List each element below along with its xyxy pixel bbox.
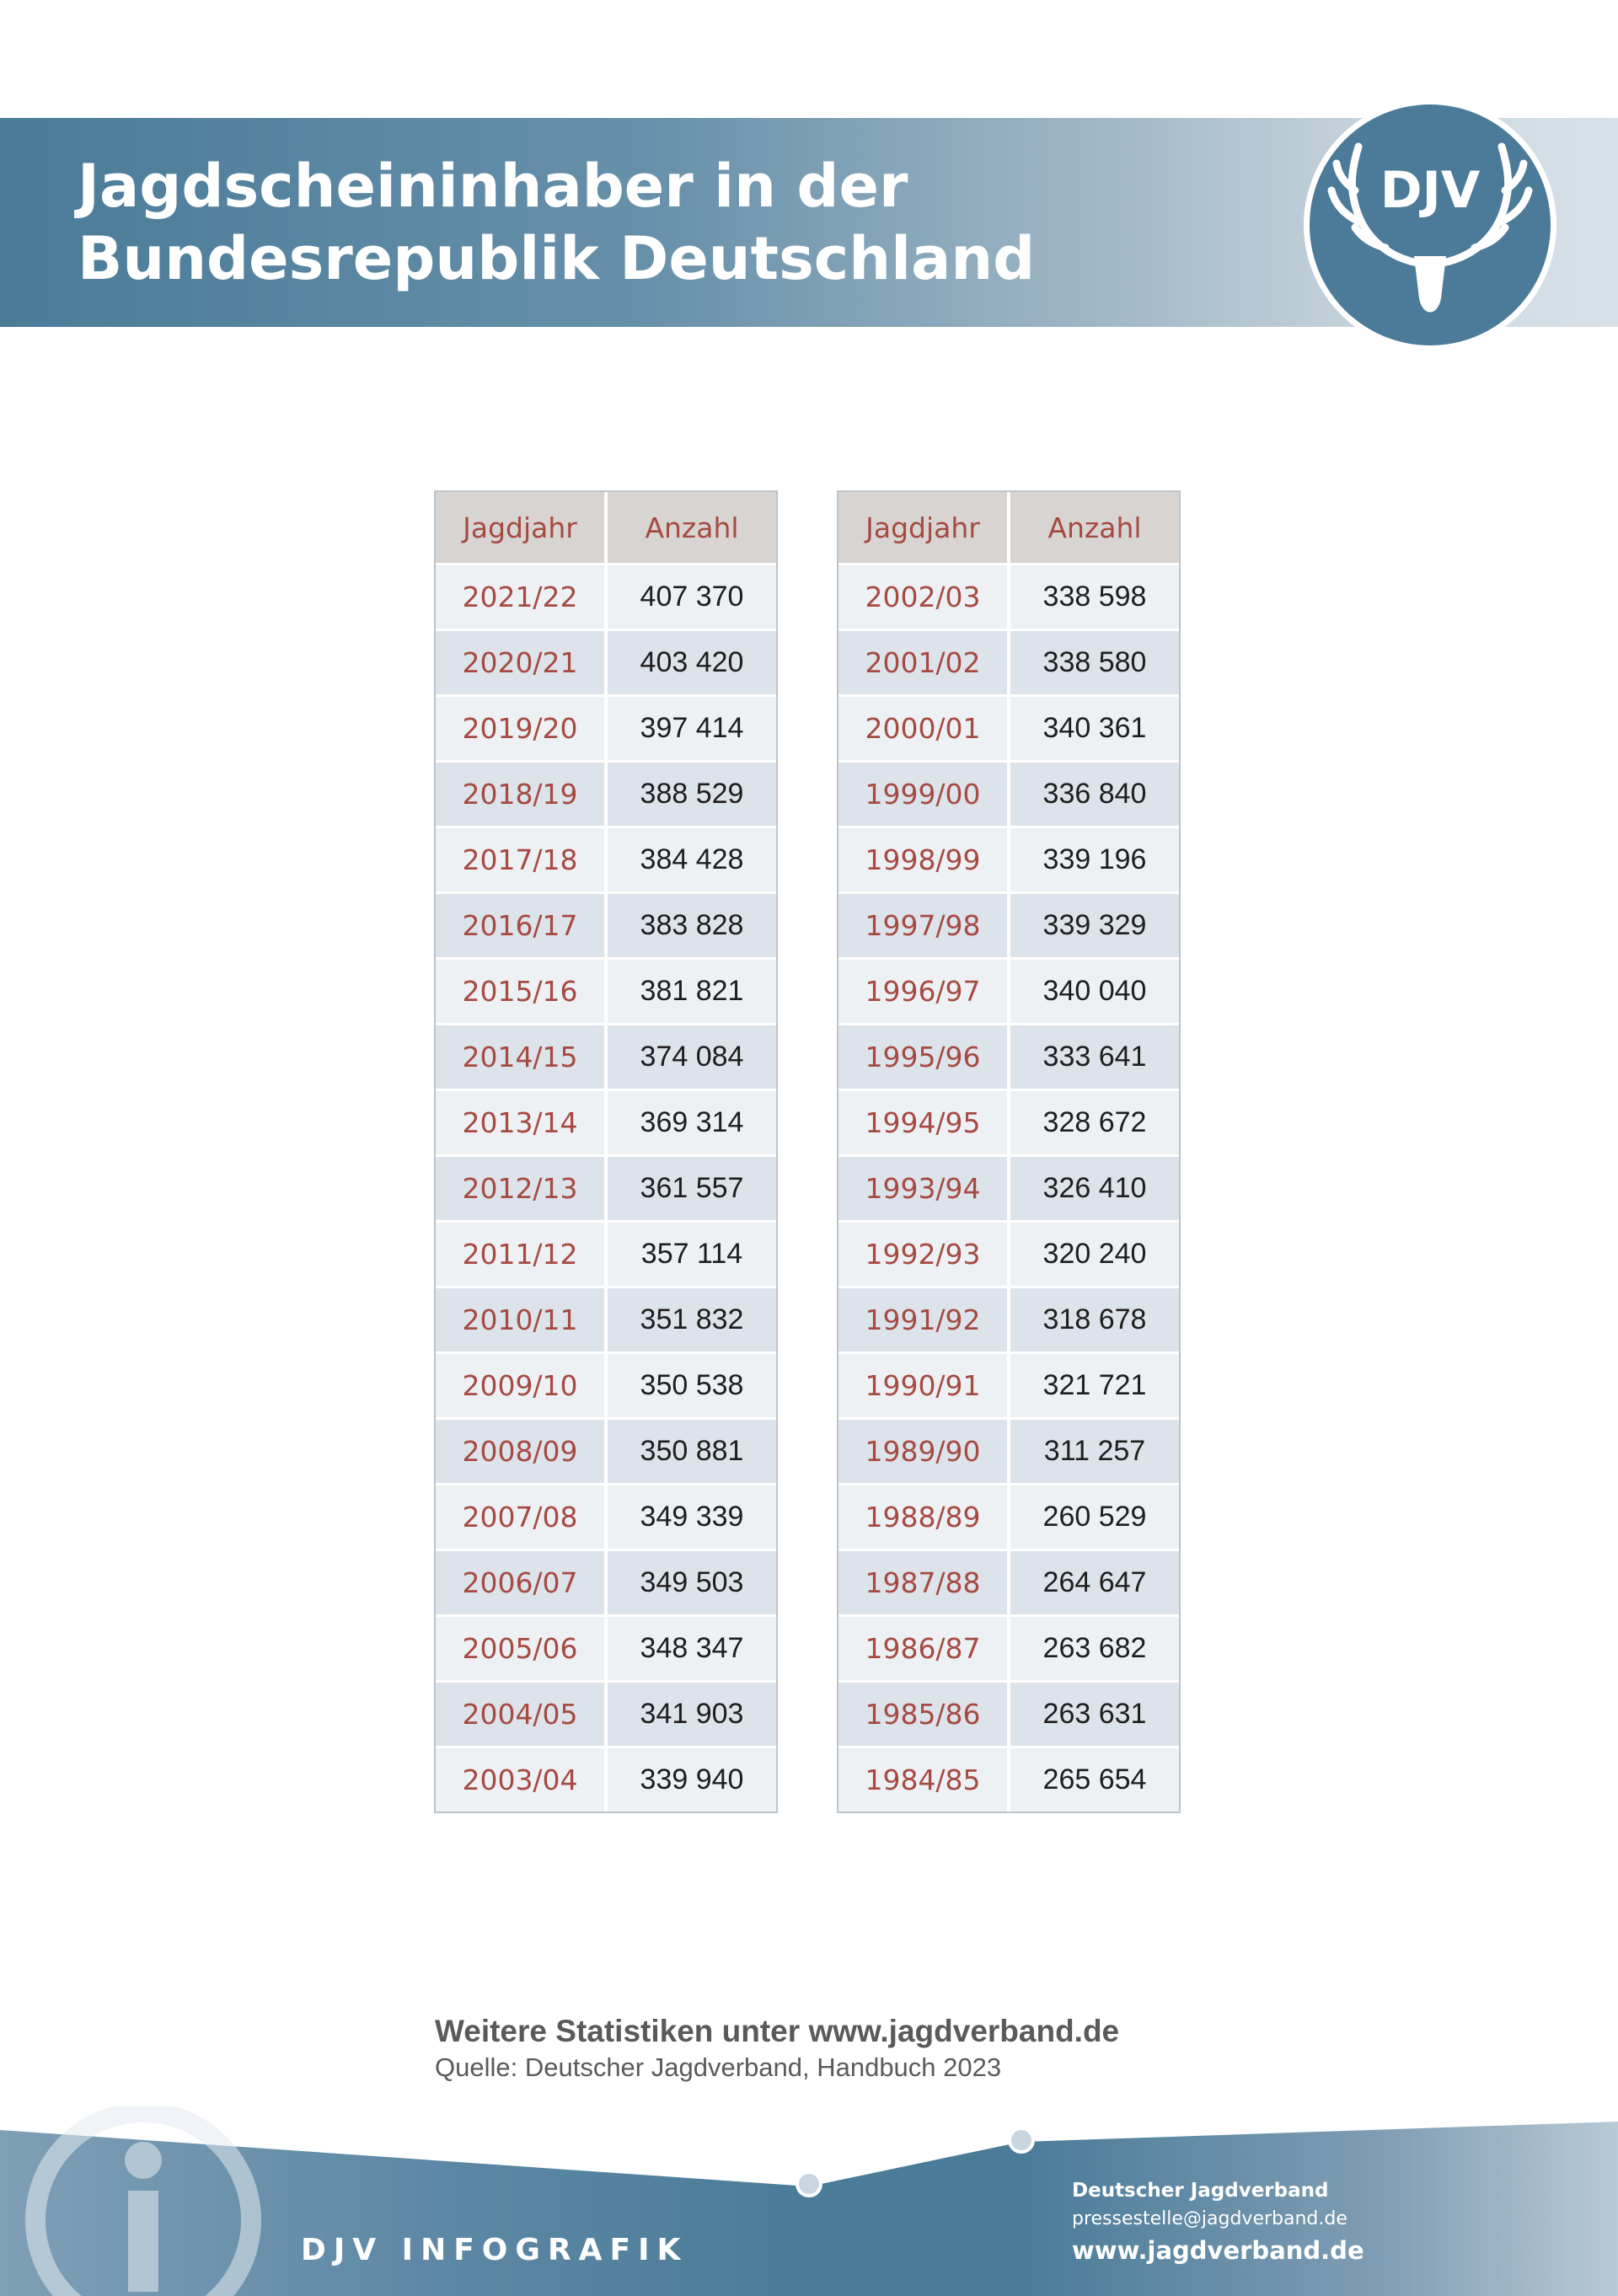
count-cell: 407 370 [608,565,776,629]
hunting-year-cell: 2007/08 [436,1485,604,1549]
hunting-year-cell: 2011/12 [436,1223,604,1286]
table-right [837,490,1181,1813]
table-left [434,490,778,1813]
count-cell: 333 641 [1010,1025,1179,1089]
count-cell: 260 529 [1010,1485,1179,1549]
hunting-year-cell: 1993/94 [838,1157,1007,1220]
hunting-year-cell: 1992/93 [838,1223,1007,1286]
source-text: Quelle: Deutscher Jagdverband, Handbuch 2023 [435,2052,1002,2082]
table-row [838,1748,1179,1812]
count-cell: 320 240 [1010,1223,1179,1286]
table-row [436,1157,776,1220]
table-row [436,960,776,1023]
count-cell: 338 580 [1010,631,1179,694]
count-cell: 339 940 [608,1748,776,1812]
hunting-year-cell: 1986/87 [838,1617,1007,1680]
count-cell: 349 503 [608,1551,776,1614]
hunting-year-cell: 2003/04 [436,1748,604,1812]
table-row [436,763,776,826]
hunting-year-cell: 1989/90 [838,1420,1007,1483]
count-cell: 374 084 [608,1025,776,1089]
hunting-year-cell: 1984/85 [838,1748,1007,1812]
table-row [436,1288,776,1351]
hunting-year-cell: 2013/14 [436,1091,604,1154]
hunting-year-cell: 2006/07 [436,1551,604,1614]
count-cell: 361 557 [608,1157,776,1220]
table-row [838,1551,1179,1614]
infografik-label: DJV INFOGRAFIK [301,2233,688,2267]
table-row [436,565,776,629]
count-cell: 336 840 [1010,763,1179,826]
table-row [436,1551,776,1614]
table-row [838,1091,1179,1154]
table-row [838,894,1179,957]
djv-logo-text: DJV [1380,161,1481,220]
hunting-year-cell: 2020/21 [436,631,604,694]
table-row [838,631,1179,694]
hunting-year-cell: 2015/16 [436,960,604,1023]
djv-logo [1301,96,1559,354]
hunting-year-cell: 1985/86 [838,1683,1007,1746]
count-cell: 388 529 [608,763,776,826]
hunting-year-cell: 2019/20 [436,697,604,760]
table-row [436,1683,776,1746]
table-row [838,763,1179,826]
column-header-anzahl: Anzahl [608,492,776,563]
column-header-jagdjahr: Jagdjahr [436,492,604,563]
hunting-year-cell: 1998/99 [838,828,1007,891]
table-row [436,1748,776,1812]
table-header-row [436,492,776,563]
table-row [436,1485,776,1549]
count-cell: 369 314 [608,1091,776,1154]
hunting-year-cell: 2008/09 [436,1420,604,1483]
count-cell: 403 420 [608,631,776,694]
hunting-year-cell: 1996/97 [838,960,1007,1023]
column-header-anzahl: Anzahl [1010,492,1179,563]
page-title [78,150,1089,295]
count-cell: 263 631 [1010,1683,1179,1746]
table-row [436,828,776,891]
org-name: Deutscher Jagdverband [1072,2180,1329,2202]
count-cell: 318 678 [1010,1288,1179,1351]
table-row [838,697,1179,760]
hunting-year-cell: 1987/88 [838,1551,1007,1614]
table-row [436,697,776,760]
hunting-year-cell: 1997/98 [838,894,1007,957]
org-website-link[interactable]: www.jagdverband.de [1072,2236,1364,2265]
hunting-year-cell: 1990/91 [838,1354,1007,1417]
table-row [436,1091,776,1154]
table-row [436,1354,776,1417]
hunting-year-cell: 1988/89 [838,1485,1007,1549]
page-title-line-1: Jagdscheininhaber in der [78,152,908,221]
footer-band [0,2106,1618,2296]
count-cell: 350 538 [608,1354,776,1417]
count-cell: 348 347 [608,1617,776,1680]
table-row [838,1683,1179,1746]
hunting-year-cell: 2021/22 [436,565,604,629]
count-cell: 350 881 [608,1420,776,1483]
hunting-year-cell: 2016/17 [436,894,604,957]
count-cell: 383 828 [608,894,776,957]
hunting-year-cell: 2018/19 [436,763,604,826]
table-row [838,1223,1179,1286]
count-cell: 351 832 [608,1288,776,1351]
table-row [436,1223,776,1286]
count-cell: 338 598 [1010,565,1179,629]
count-cell: 264 647 [1010,1551,1179,1614]
count-cell: 339 196 [1010,828,1179,891]
count-cell: 384 428 [608,828,776,891]
hunting-year-cell: 2000/01 [838,697,1007,760]
org-email-link[interactable]: pressestelle@jagdverband.de [1072,2208,1347,2229]
count-cell: 397 414 [608,697,776,760]
hunting-year-cell: 2005/06 [436,1617,604,1680]
footer-node-icon [1010,2128,1033,2152]
count-cell: 326 410 [1010,1157,1179,1220]
hunting-year-cell: 2010/11 [436,1288,604,1351]
table-row [436,1420,776,1483]
hunting-year-cell: 1999/00 [838,763,1007,826]
table-row [838,1617,1179,1680]
hunting-year-cell: 2004/05 [436,1683,604,1746]
count-cell: 311 257 [1010,1420,1179,1483]
column-header-jagdjahr: Jagdjahr [838,492,1007,563]
table-row [838,1420,1179,1483]
table-row [436,631,776,694]
table-row [838,1025,1179,1089]
count-cell: 340 040 [1010,960,1179,1023]
count-cell: 349 339 [608,1485,776,1549]
count-cell: 328 672 [1010,1091,1179,1154]
more-stats-text: Weitere Statistiken unter www.jagdverband.de [435,2014,1120,2048]
hunting-year-cell: 1991/92 [838,1288,1007,1351]
count-cell: 357 114 [608,1223,776,1286]
hunting-year-cell: 2017/18 [436,828,604,891]
count-cell: 339 329 [1010,894,1179,957]
count-cell: 341 903 [608,1683,776,1746]
hunting-year-cell: 2014/15 [436,1025,604,1089]
table-row [838,1485,1179,1549]
table-header-row [838,492,1179,563]
table-row [838,1288,1179,1351]
hunting-year-cell: 2012/13 [436,1157,604,1220]
table-row [838,828,1179,891]
table-row [436,1617,776,1680]
count-cell: 381 821 [608,960,776,1023]
table-row [838,1157,1179,1220]
table-row [838,565,1179,629]
table-row [838,1354,1179,1417]
page-title-line-2: Bundesrepublik Deutschland [78,224,1036,293]
hunting-year-cell: 2009/10 [436,1354,604,1417]
table-row [436,894,776,957]
hunting-year-cell: 2001/02 [838,631,1007,694]
hunting-year-cell: 1994/95 [838,1091,1007,1154]
count-cell: 340 361 [1010,697,1179,760]
footer-node-icon [797,2172,821,2196]
count-cell: 265 654 [1010,1748,1179,1812]
table-row [838,960,1179,1023]
count-cell: 263 682 [1010,1617,1179,1680]
hunting-year-cell: 2002/03 [838,565,1007,629]
table-row [436,1025,776,1089]
count-cell: 321 721 [1010,1354,1179,1417]
hunting-year-cell: 1995/96 [838,1025,1007,1089]
